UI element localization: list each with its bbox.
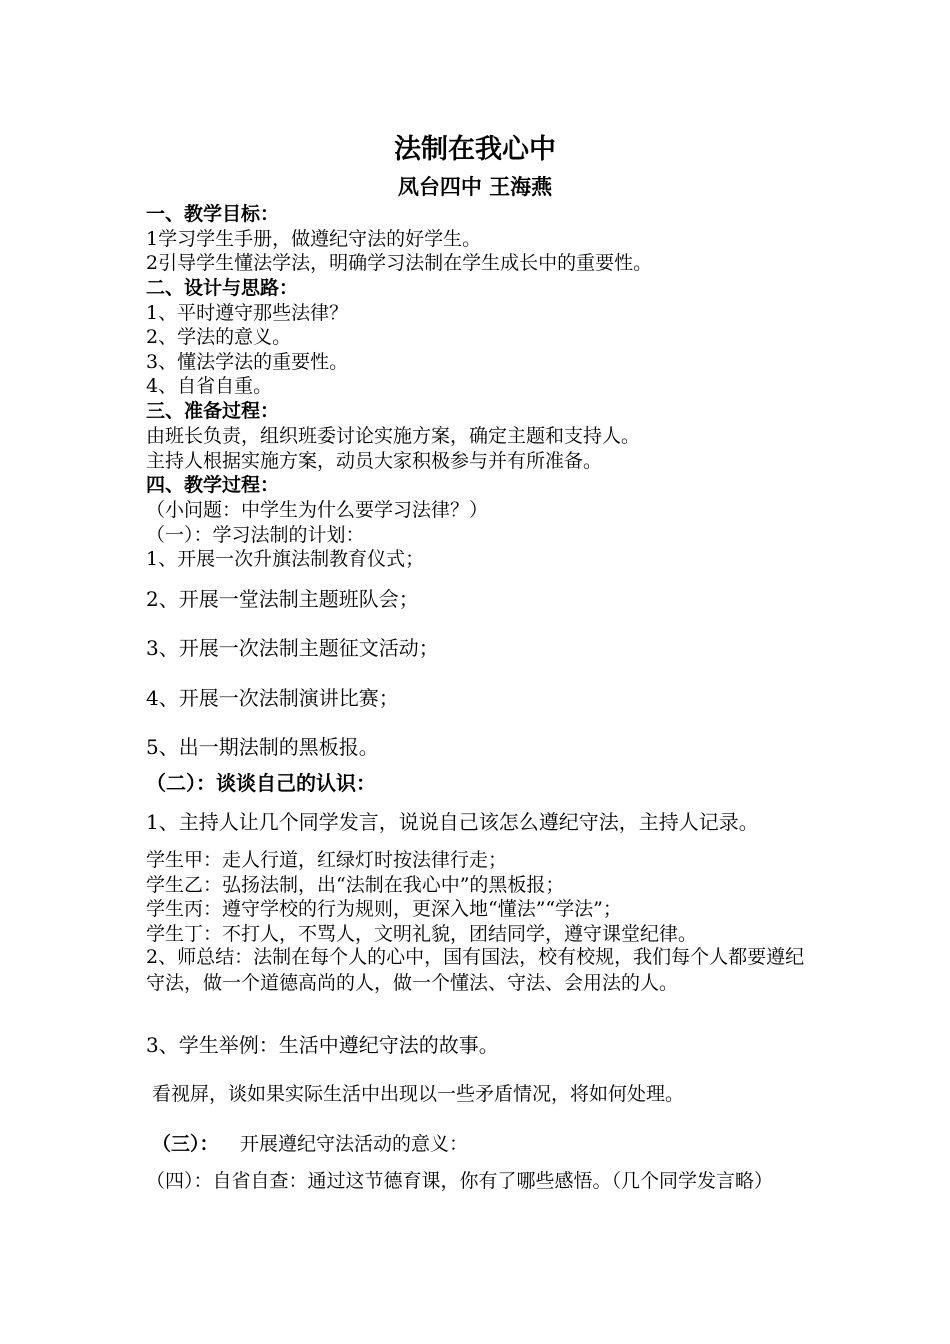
part-4-text: （四）：自省自查：通过这节德育课，你有了哪些感悟。（几个同学发言略）: [146, 1170, 774, 1192]
teacher-summary: 2、师总结：法制在每个人的心中，国有国法，校有校规，我们每个人都要遵纪守法，做一个道德高尚的人，做一个懂法、守法、会用法的人。: [146, 946, 805, 994]
document-title: 法制在我心中: [394, 134, 556, 165]
design-item-3: 3、懂法学法的重要性。: [146, 351, 349, 373]
section-1-heading: 一、教学目标：: [146, 203, 280, 225]
plan-item-3: 3、开展一次法制主题征文活动；: [146, 636, 439, 660]
author-line: 凤台四中 王海燕: [397, 175, 553, 199]
design-item-4: 4、自省自重。: [146, 375, 273, 397]
goal-item-2: 2引导学生懂法学法，明确学习法制在学生成长中的重要性。: [146, 252, 653, 274]
plan-item-5: 5、出一期法制的黑板报。: [146, 735, 379, 759]
student-statement-4: 学生丁：不打人，不骂人，文明礼貌，团结同学，遵守课堂纪律。: [146, 923, 698, 945]
section-4-heading: 四、教学过程：: [146, 474, 280, 496]
goal-item-1: 1学习学生手册，做遵纪守法的好学生。: [146, 228, 482, 250]
discussion-item-1: 1、主持人让几个同学发言，说说自己该怎么遵纪守法，主持人记录。: [146, 810, 759, 834]
part-2-heading: （二）：谈谈自己的认识：: [146, 771, 376, 795]
prep-item-2: 主持人根据实施方案，动员大家积极参与并有所准备。: [146, 450, 603, 472]
part-3-heading: （三）：: [152, 1133, 219, 1155]
student-statement-3: 学生丙：遵守学校的行为规则，更深入地“懂法”“学法”；: [146, 898, 622, 920]
plan-item-2: 2、开展一堂法制主题班队会；: [146, 587, 419, 611]
part-1-heading: （一）：学习法制的计划：: [146, 524, 365, 546]
discussion-item-3: 3、学生举例：生活中遵纪守法的故事。: [146, 1033, 499, 1057]
plan-item-1: 1、开展一次升旗法制教育仪式；: [146, 548, 425, 570]
design-item-2: 2、学法的意义。: [146, 326, 292, 348]
prep-item-1: 由班长负责，组织班委讨论实施方案，确定主题和支持人。: [146, 425, 641, 447]
part-3-text: 开展遵纪守法活动的意义：: [240, 1133, 469, 1155]
section-2-heading: 二、设计与思路：: [146, 277, 299, 299]
student-statement-2: 学生乙：弘扬法制，出“法制在我心中”的黑板报；: [146, 874, 565, 896]
plan-item-4: 4、开展一次法制演讲比赛；: [146, 686, 399, 710]
section-3-heading: 三、准备过程：: [146, 400, 280, 422]
small-question: （小问题：中学生为什么要学习法律？）: [146, 499, 489, 521]
video-discussion: 看视屏，谈如果实际生活中出现以一些矛盾情况，将如何处理。: [152, 1083, 685, 1105]
student-statement-1: 学生甲：走人行道，红绿灯时按法律行走；: [146, 849, 508, 871]
design-item-1: 1、平时遵守那些法律？: [146, 302, 349, 324]
